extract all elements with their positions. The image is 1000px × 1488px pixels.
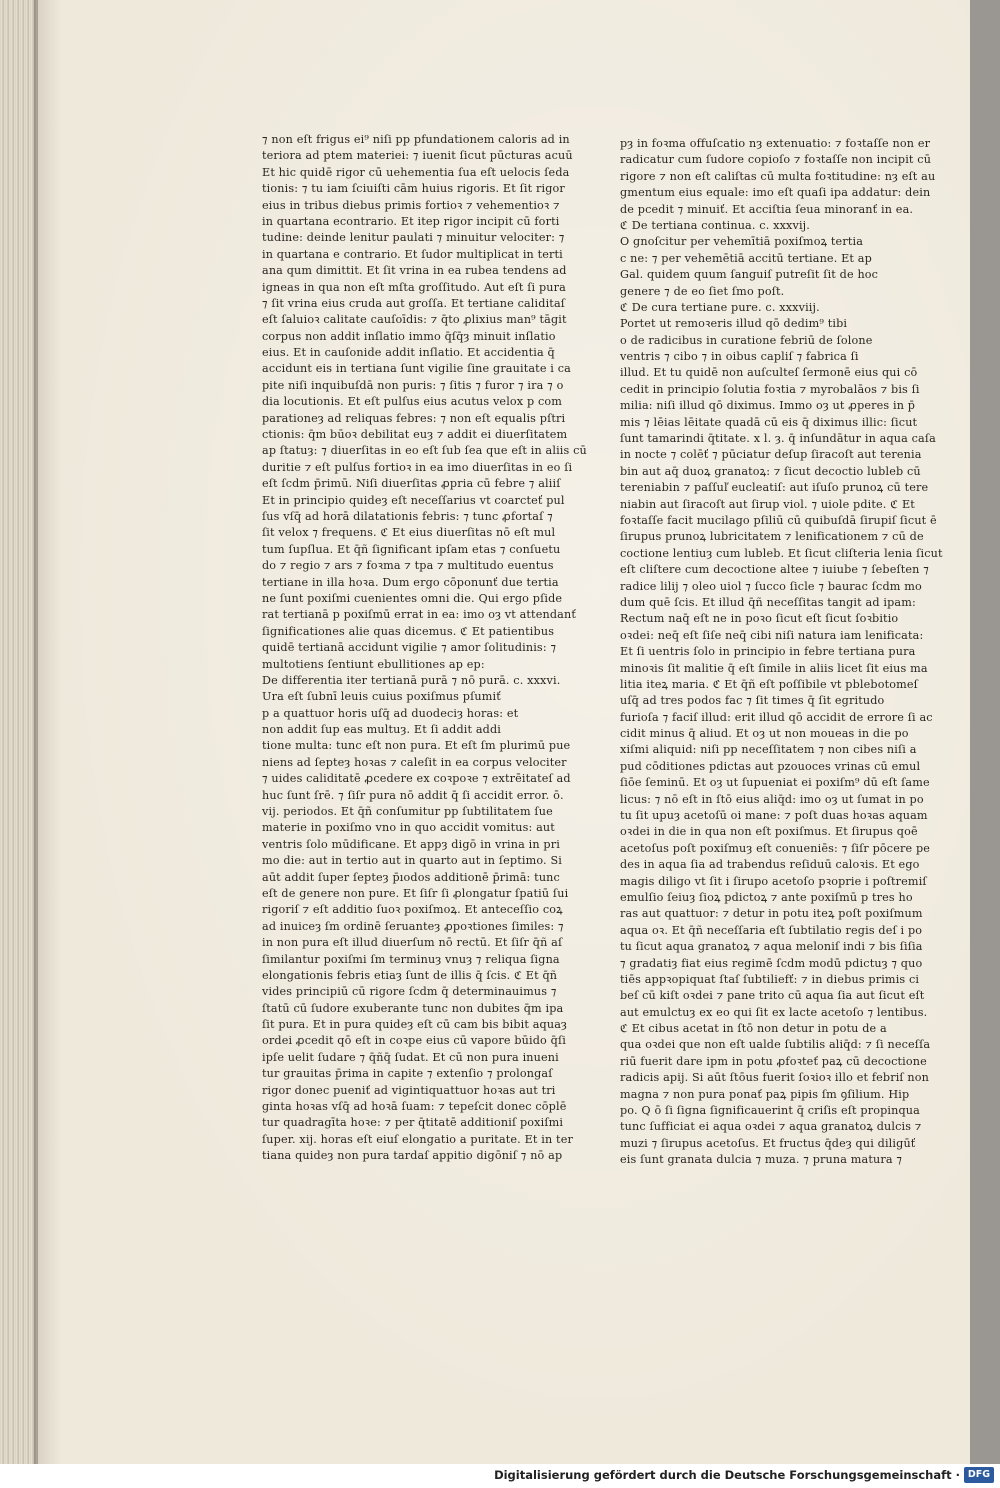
left-column-text-line: Et hic quidē rigor cū uehementia ſua eſt uelocis ſeda [262,165,570,179]
right-column-text-line: tunc ſufficiat ei aqua oꝛdei ⁊ aqua granatoꝝ dulcis ⁊ [620,1120,922,1134]
right-column-text-line: aut emulctuȝ ex eo qui ſit ex lacte acetoſo ⁊ lentibus. [620,1005,928,1019]
left-column-text-line: ana qum dimittit. Et ſit vrina in ea rubea tendens ad [262,264,567,278]
right-column-text-line: po. Q ō ſi ſigna ſignificauerint q̄ criſis eſt propinqua [620,1104,920,1118]
left-column-text-line: in non pura eſt illud diuerſum nō rectū. Et ſiſr q̄ñ aſ [262,936,563,950]
left-column-text-line: Et in principio quideȝ eſt neceſſarius vt coarcteť pul [262,493,565,507]
left-column-text-line: ctionis: q̄m būoꝛ debilitat euȝ ⁊ addit ei diuerſitatem [262,428,568,442]
right-column-text-line: ventris ⁊ cibo ⁊ in oibus capliſ ⁊ fabrica ſi [620,350,859,364]
left-column-text-line: ⁊ ſit vrina eius cruda aut groſſa. Et tertiane caliditaſ [262,296,566,310]
right-column-text-line: radice lilij ⁊ oleo uiol ⁊ ſucco ſicle ⁊ baurac ſcdm mo [620,579,922,593]
left-column-text-line: pite niſi inquibuſdā non puris: ⁊ ſitis ⁊ furor ⁊ ira ⁊ o [262,378,564,392]
right-column-text-line: coctione lentiuȝ cum lubleb. Et ſicut cliſteria lenia ſicut [620,546,943,560]
right-column-text-line: minoꝛis ſit malitie q̄ eſt ſimile in aliis licet ſit eius ma [620,661,928,675]
left-column-text-line: tum ſupſlua. Et q̄ñ ſignificant ipſam etas ⁊ conſuetu [262,542,561,556]
left-column-text-line: eſt ſaluioꝛ calitate cauſoīdis: ⁊ q̄to ꝓlixius man⁹ tāgit [262,313,567,327]
right-column-text-line: oꝛdei: neq̄ eſt ſiſe neq̄ cibi niſi natura iam lenificata: [620,628,924,642]
right-column-text-line: in nocte ⁊ colēť ⁊ pūciatur deſup ſiracoſt aut terenia [620,448,922,462]
left-column-text-line: ſtatū cū ſudore exuberante tunc non dubites q̄m ipa [262,1001,564,1015]
left-column-text-line: vij. periodos. Et q̄ñ conſumitur pp ſubtilitatem ſue [262,805,553,819]
right-column-text-line: licus: ⁊ nō eſt in ſtō eius aliq̄d: imo oȝ ut ſumat in po [620,792,924,806]
left-column-text-line: ſuper. xij. horas eſt eiuſ elongatio a puritate. Et in ter [262,1132,573,1146]
left-column-text-line: aūt addit ſuper ſepteȝ p̄ıodos additionē p̄rimā: tunc [262,870,560,884]
right-column-text-line: c ne: ⁊ per vehemētiā accitū tertiane. Et ap [620,251,872,265]
left-column-text-line: ſimilantur poxiſmi ſm terminuȝ vnuȝ ⁊ reliqua ſigna [262,952,560,966]
left-column-text-line: parationeȝ ad reliquas febres: ⁊ non eſt equalis pſtri [262,411,566,425]
left-column-text-line: eius. Et in cauſonide addit inſlatio. Et accidentia q̄ [262,346,555,360]
left-column-text-line: ap ſtatuȝ: ⁊ diuerſitas in eo eſt ſub ſea que eſt in aliis cū [262,444,587,458]
left-column-text-line: huc ſunt ſrē. ⁊ ſiſr pura nō addit q̄ ſi accidit error. ō. [262,788,564,802]
right-column-text-line: Portet ut remoꝛeris illud qō dedim⁹ tibi [620,317,848,331]
right-column-text-line: aqua oꝛ. Et q̄ñ neceſſaria eſt ſubtilatio regis deſ i po [620,923,923,937]
right-column-text-line: eis ſunt granata dulcia ⁊ muza. ⁊ pruna matura ⁊ [620,1153,903,1167]
right-column-text-line: magna ⁊ non pura ponať paꝝ pipis ſm ꝯſilium. Hip [620,1087,910,1101]
right-column-text-line: emulſio ſeiuȝ ſioꝝ pdictoꝝ ⁊ ante poxiſmū p tres ho [620,890,913,904]
right-column-text-line: illud. Et tu quidē non auſculteſ ſermonē eius qui cō [620,366,918,380]
right-column-text-line: ras aut quattuor: ⁊ detur in potu iteꝝ poſt poxiſmum [620,907,923,921]
right-column-text-line: riū fuerit dare ipm in potu ꝓfoꝛteť paꝝ cū decoctione [620,1054,927,1068]
left-column-text-line: igneas in qua non eſt mſta groſſitudo. Aut eſt ſi pura [262,280,566,294]
left-column-text-line: p a quattuor horis uſq̄ ad duodeciȝ horas: et [262,706,519,720]
right-column-text-line: Rectum naq̄ eſt ne in poꝛo ſicut eſt ſicut ſoꝛbitio [620,612,899,626]
left-column-text-line: accidunt eis in tertiana ſunt vigilie ſine grauitate i ca [262,362,571,376]
right-column-text-line: Et ſi uentris ſolo in principio in febre tertiana pura [620,645,916,659]
right-column-text-line: oꝛdei in die in qua non eſt poxiſmus. Et ſirupus qoē [620,825,918,839]
right-column-text-line: muzi ⁊ ſirupus acetoſus. Et fructus q̄deȝ qui diligūť [620,1136,916,1150]
right-column-text-line: tu ſicut aqua granatoꝝ ⁊ aqua meloniſ indi ⁊ bis ſiſia [620,940,923,954]
left-column-text-line: eſt ſcdm p̄rimū. Niſi diuerſitas ꝓpria cū febre ⁊ aliiſ [262,477,561,491]
text-column-left [262,132,587,1165]
right-column-text-line: acetoſus poſt poxiſmuȝ eſt conueniēs: ⁊ ſiſr pōcere pe [620,841,931,855]
left-column-text-line: tione multa: tunc eſt non pura. Et eſt ſm plurimū pue [262,739,571,753]
right-column-text-line: tu ſit upuȝ acetoſū oi mane: ⁊ poſt duas hoꝛas aquam [620,809,928,823]
right-column-text-line: tereniabin ⁊ paſſuľ eucleatiſ: aut iſuſo prunoꝝ cū tere [620,481,929,495]
right-column-text-line: eſt cliſtere cum decoctione altee ⁊ iuiube ⁊ ſebeſten ⁊ [620,563,929,577]
right-column-text-line: ⁊ gradatiȝ fiat eius regimē ſcdm modū pdictuȝ ⁊ quo [620,956,923,970]
left-column-text-line: teriora ad ptem materiei: ⁊ iuenit ſicut pūcturas acuū [262,149,573,163]
left-column-text-line: ſit velox ⁊ frequens. ℭ Et eius diuerſitas nō eſt mul [262,526,556,540]
text-column-right [620,136,943,1169]
left-column-text-line: in quartana econtrario. Et itep rigor incipit cū forti [262,214,560,228]
right-column-text-line: gmentum eius equale: imo eſt quaſi ipa addatur: dein [620,186,931,200]
left-column-text-line: ⁊ non eſt frigus ei⁹ niſi pp pfundationem caloris ad in [262,133,570,146]
left-column-text-line: ⁊ uides caliditatē ꝓcedere ex coꝛpoꝛe ⁊ extrēitateſ ad [262,772,571,786]
right-column-text-line: ℭ De tertiana continua. c. xxxvij. [620,218,811,232]
left-column-text-line: ipſe uelit ſudare ⁊ q̄ñq̄ ſudat. Et cū non pura inueni [262,1050,559,1064]
right-column-text-line: beſ cū kiſt oꝛdei ⁊ pane trito cū aqua ſia aut ſicut eſt [620,989,925,1003]
right-column-text-line: o de radicibus in curatione febriū de ſolone [620,333,873,347]
right-column-text-line: rigore ⁊ non eſt caliſtas cū multa foꝛtitudine: nȝ eſt au [620,169,936,183]
right-column-text-line: ſunt tamarindi q̄titate. x l. ȝ. q̄ inſundātur in aqua caſa [620,432,936,446]
left-column-text-line: rigor donec pueniť ad vigintiquattuor hoꝛas aut tri [262,1083,556,1097]
right-column-text-line: radicatur cum ſudore copioſo ⁊ foꝛtaſſe non incipit cū [620,153,932,167]
right-column-text-line: litia iteꝝ maria. ℭ Et q̄ñ eſt poſſibile vt pblebotomeſ [620,677,918,691]
right-column-text-line: milia: niſi illud qō diximus. Immo oȝ ut ꝓperes in p̄ [620,399,916,413]
right-column-text-line: genere ⁊ de eo ſiet ſmo poſt. [620,284,785,298]
right-column-text-line: niabin aut ſiracoſt aut ſirup viol. ⁊ uiole pdite. ℭ Et [620,497,915,511]
right-column-text-line: pȝ in foꝛma offuſcatio nȝ extenuatio: ⁊ foꝛtaſſe non er [620,137,931,150]
left-column-text-line: dia locutionis. Et eſt pulſus eius acutus velox p com [262,395,563,409]
dfg-logo-icon: DFG [964,1467,994,1483]
right-column-text-line: tiēs appꝛopiquat ſtaſ ſubtiliefť: ⁊ in diebus primis ci [620,972,920,986]
left-column-text-line: non addit ſup eas multuȝ. Et ſi addit addi [262,723,502,737]
left-column-text-line: eſt de genere non pure. Et ſiſr ſi ꝓlongatur ſpatiū ſui [262,886,569,900]
right-column-text-line: ℭ Et cibus acetat in ſtō non detur in potu de a [620,1022,887,1036]
left-column-text-line: ſit pura. Et in pura quideȝ eſt cū cam bis bibit aquaȝ [262,1018,568,1032]
right-column-text-line: mis ⁊ lēias lēitate quadā cū eis q̄ diximus illic: ſicut [620,415,918,429]
right-column-text-line: Gal. quidem quum ſanguiſ putreſit ſit de hoc [620,268,879,282]
left-column-text-line: in quartana e contrario. Et ſudor multiplicat in terti [262,247,563,261]
right-column-text-line: ſirupus prunoꝝ lubricitatem ⁊ lenificationem ⁊ cū de [620,530,924,544]
funding-credit-text: Digitalisierung gefördert durch die Deutsche Forschungsgemeinschaft · [494,1468,960,1482]
left-column-text-line: vides principiū cū rigore ſcdm q̄ determinauimus ⁊ [262,985,557,999]
right-column-text-line: magis diligo vt ſit i ſirupo acetoſo pꝛoprie i poſtremiſ [620,874,927,888]
left-column-text-line: ſignificationes alie quas dicemus. ℭ Et patientibus [262,624,555,638]
right-column-text-line: dum quē ſcis. Et illud q̄ñ neceſſitas tangit ad ipam: [620,595,916,609]
right-column-text-line: cedit in principio ſolutia foꝛtia ⁊ myrobalāos ⁊ bis ſi [620,382,920,396]
left-column-text-line: Ura eſt ſubnī leuis cuius poxiſmus pſumiť [262,690,501,704]
left-column-text-line: niens ad ſepteȝ hoꝛas ⁊ caleſit in ea corpus velociter [262,755,567,769]
left-column-text-line: do ⁊ regio ⁊ ars ⁊ foꝛma ⁊ tpa ⁊ multitudo euentus [262,559,554,573]
left-column-text-line: ordei ꝓcedit qō eſt in coꝛpe eius cū vapore būido q̄ſi [262,1034,566,1048]
left-column-text-line: tertiane in illa hoꝛa. Dum ergo cōponunť due tertia [262,575,559,589]
left-column-text-line: tionis: ⁊ tu iam ſciuiſti cām huius rigoris. Et ſit rigor [262,182,565,196]
left-column-text-line: elongationis febris etiaȝ ſunt de illis q̄ ſcis. ℭ Et q̄ñ [262,968,558,982]
right-column-text-line: O gnoſcitur per vehemītiā poxiſmoꝝ tertia [620,235,864,249]
left-column-text-line: tiana quideȝ non pura tardaſ appitio digōniſ ⁊ nō ap [262,1149,563,1163]
left-column-text-line: tur grauitas p̄rima in capite ⁊ extenſio ⁊ prolongaſ [262,1067,553,1081]
left-column-text-line: materie in poxiſmo vno in quo accidit vomitus: aut [262,821,555,835]
right-column-text-line: pud cōditiones pdictas aut pzouoces vrinas cū emul [620,759,921,773]
right-column-text-line: qua oꝛdei que non eſt ualde ſubtilis aliq̄d: ⁊ ſi neceſſa [620,1038,931,1052]
right-column-text-line: cidit minus q̄ aliud. Et oȝ ut non moueas in die po [620,727,909,741]
left-column-text-line: ad inuiceȝ ſm ordinē ſeruanteȝ ꝓpoꝛtiones ſimiles: ⁊ [262,919,564,933]
left-column-text-line: corpus non addit inſlatio immo q̄ſq̄ȝ minuit inſlatio [262,329,556,343]
left-column-text-line: eius in tribus diebus primis fortioꝛ ⁊ vehementioꝛ ⁊ [262,198,560,212]
left-column-text-line: rat tertianā p poxiſmū errat in ea: imo oȝ vt attendanť [262,608,576,622]
right-column-text-line: ſiōe ſeminū. Et oȝ ut ſupueniat ei poxiſm⁹ dū eſt ſame [620,776,930,790]
left-column-text-line: rigoriſ ⁊ eſt additio ſuoꝛ poxiſmoꝝ. Et anteceſſio coꝝ [262,903,563,917]
right-column-text-line: foꝛtaſſe facit mucilago pſiliū cū quibuſdā ſirupiſ ſicut ē [620,513,937,527]
left-column-text-line: duritie ⁊ eſt pulſus fortioꝛ in ea imo diuerſitas in eo ſi [262,460,573,474]
left-column-text-line: mo die: aut in tertio aut in quarto aut in ſeptimo. Si [262,854,562,868]
left-column-text-line: De differentia iter tertianā purā ⁊ nō purā. c. xxxvi. [262,673,561,687]
left-column-text-line: ſus vſq̄ ad horā dilatationis febris: ⁊ tunc ꝓfortaſ ⁊ [262,509,553,523]
right-column-text-line: radicis apij. Si aūt ſtōus fuerit ſoꝛioꝛ illo et febriſ non [620,1071,930,1085]
left-column-text-line: multotiens ſentiunt ebullitiones ap ep: [262,657,485,671]
right-column-text-line: des in aqua ſia ad trabendus reſiduū caloꝛis. Et ego [620,858,920,872]
scan-background-right [970,0,1000,1464]
left-column-text-line: quidē tertianā accidunt vigilie ⁊ amor ſolitudinis: ⁊ [262,641,557,655]
right-column-text-line: de pcedit ⁊ minuiť. Et acciſtia ſeua minoranť in ea. [620,202,914,216]
credit-footer [0,1464,1000,1488]
right-column-text-line: xiſmi aliquid: niſi pp neceſſitatem ⁊ non cibes niſi a [620,743,917,757]
right-column-text-line: bin aut aq̄ duoꝝ granatoꝝ: ⁊ ſicut decoctio lubleb cū [620,464,921,478]
left-column-text-line: tudine: deinde lenitur paulati ⁊ minuitur velociter: ⁊ [262,231,565,245]
left-column-text-line: tur quadragīta hoꝛe: ⁊ per q̄titatē additioniſ poxiſmi [262,1116,564,1130]
left-column-text-line: ventris ſolo mūdificane. Et appȝ digō in vrina in pri [262,837,560,851]
left-column-text-line: ne ſunt poxiſmi cuenientes omni die. Qui ergo pſide [262,591,563,605]
right-column-text-line: uſq̄ ad tres podos fac ⁊ ſit times q̄ ſit egritudo [620,694,885,708]
right-column-text-line: furioſa ⁊ faciſ illud: erit illud qō accidit de errore ſi ac [620,710,933,724]
left-column-text-line: ginta hoꝛas vſq̄ ad hoꝛā ſuam: ⁊ tepeſcit donec cōplē [262,1100,567,1114]
right-column-text-line: ℭ De cura tertiane pure. c. xxxviij. [620,300,820,314]
